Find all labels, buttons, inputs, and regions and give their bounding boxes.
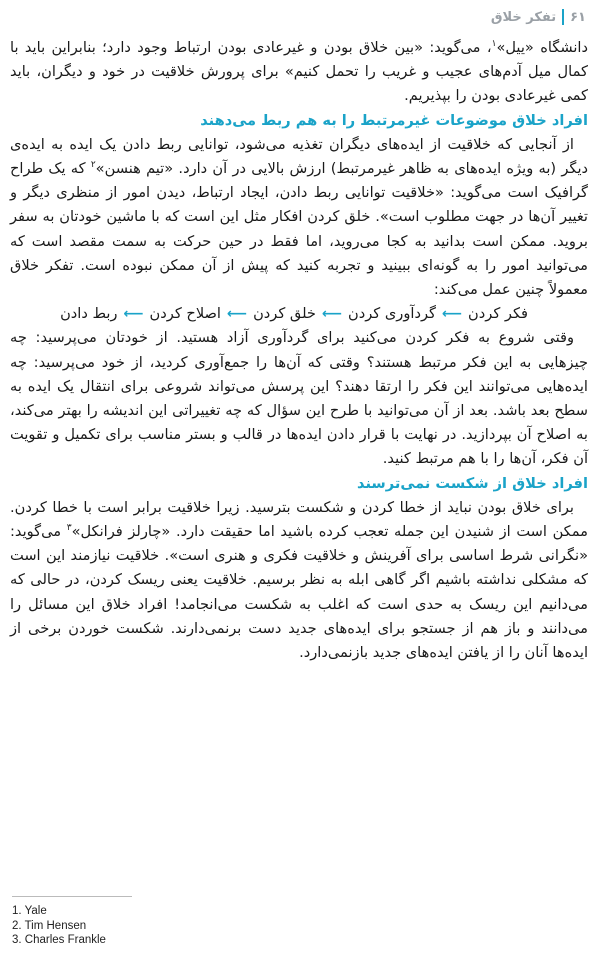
- footnote-ref-2: ۲: [90, 160, 96, 171]
- section-heading-2: افراد خلاق از شکست نمی‌ترسند: [357, 474, 588, 492]
- flow-step: گردآوری کردن: [348, 305, 436, 323]
- thinking-process-flow: [10, 302, 588, 326]
- paragraph-2: [10, 133, 588, 302]
- section-heading-1: افراد خلاق موضوعات غیرمرتبط را به هم ربط می‌دهند: [200, 111, 588, 129]
- footnote-item: 3. Charles Frankle: [12, 934, 106, 946]
- paragraph-1: [10, 36, 588, 109]
- page-number: ۶۱: [570, 9, 586, 25]
- flow-step: ربط دادن: [60, 305, 118, 323]
- header-title: تفکر خلاق: [490, 9, 557, 25]
- footnote-divider: [12, 896, 132, 897]
- paragraph-1-text-b: ، می‌گوید: «بین خلاق بودن و غیرعادی بودن ارتباط وجود دارد؛ بنابراین باید با کمال میل آدم‌های عجیب و غریب را تحمل کنیم» برای پرورش خلاقیت در خود و دیگران، باید کمی غیرعادی بودن را بپذیریم.: [10, 39, 588, 105]
- footnotes: [12, 904, 106, 948]
- page-body: [10, 36, 588, 665]
- paragraph-2-text-a: از آنجایی که خلاقیت از ایده‌های دیگران تغذیه می‌شود، توانایی ربط دادن یک ایده به ایده‌ی دیگر (به ویژه ایده‌های به ظاهر غیرمرتبط) ارزش بالایی در آن دارد. «تیم هنسن»: [10, 135, 589, 178]
- arrow-icon: ⟵: [123, 306, 144, 323]
- running-header: [491, 4, 586, 30]
- paragraph-3: وقتی شروع به فکر کردن می‌کنید برای گردآوری آزاد هستید. از خودتان می‌پرسید: چه چیزهایی به این فکر مرتبط هستند؟ وقتی که آن‌ها را جمع‌آوری کردید، از خود می‌پرسید: چه ایده‌هایی می‌توانند این فکر را ارتقا دهند؟ این پرسش می‌تواند شروعی برای انتقال یک ایده به سطح بعد باشد. بعد از آن می‌توانید با طرح این سؤال که چه تغییراتی این اندیشه را بهتر می‌کند، به اصلاح آن بپردازید. در نهایت با قرار دادن ایده‌ها در قالب و بستر مناسب برای تکمیل و تقویت آن فکر، آن‌ها را با هم مرتبط کنید.: [10, 329, 588, 468]
- paragraph-4-text-b: می‌گوید: «نگرانی شرط اساسی برای آفرینش و خلاقیت فکری و هنری است». خلاقیت نیازمند این است که مشکلی نداشته باشیم اگر گاهی ابله به نظر برسیم. خلاقیت یعنی ریسک کردن، در حالی که می‌دانیم این ریسک به حدی است که اغلب به شکست می‌انجامد! افراد خلاق این مسائل را می‌دانند و باز هم از جستجو برای ایده‌های جدید دست برنمی‌دارند. شکست خوردن برخی از ایده‌ها آنان را از یافتن ایده‌های جدید بازنمی‌دارد.: [10, 523, 588, 662]
- arrow-icon: ⟵: [321, 306, 343, 323]
- footnote-item: 1. Yale: [12, 905, 47, 917]
- paragraph-4: [10, 496, 588, 665]
- flow-step: فکر کردن: [468, 305, 528, 323]
- arrow-icon: ⟵: [226, 306, 248, 323]
- paragraph-4-text-a: برای خلاق بودن نباید از خطا کردن و شکست بترسید. زیرا خلاقیت برابر است با خطا کردن. ممکن است از شنیدن این جمله تعجب کرده باشید اما حقیقت دارد. «چارلز فرانکل»: [10, 498, 589, 541]
- paragraph-1-text-a: دانشگاه «ییل»: [496, 39, 588, 56]
- paragraph-2-text-b: که یک طراح گرافیک است می‌گوید: «خلاقیت توانایی ربط دادن، ایجاد ارتباط، دیدن امور از منظری دیگر و تغییر آن‌ها در جهت مطلوب است». خلق کردن افکار مثل این است که با ماشین خودتان به سفر بروید. ممکن است بدانید به کجا می‌روید، اما فقط در حین حرکت به سمت مقصد است که می‌توانید امور را به گونه‌ای ببینید و تجربه کنید که پیش از آن ممکن نبوده است. تفکر خلاق معمولاً چنین عمل می‌کند:: [10, 160, 588, 299]
- footnote-item: 2. Tim Hensen: [12, 919, 87, 932]
- footnote-ref-1: ۱: [491, 39, 497, 50]
- flow-step: اصلاح کردن: [149, 305, 221, 323]
- header-divider: [562, 9, 564, 25]
- arrow-icon: ⟵: [441, 306, 463, 323]
- flow-step: خلق کردن: [253, 305, 316, 323]
- footnote-ref-3: ۳: [66, 523, 72, 534]
